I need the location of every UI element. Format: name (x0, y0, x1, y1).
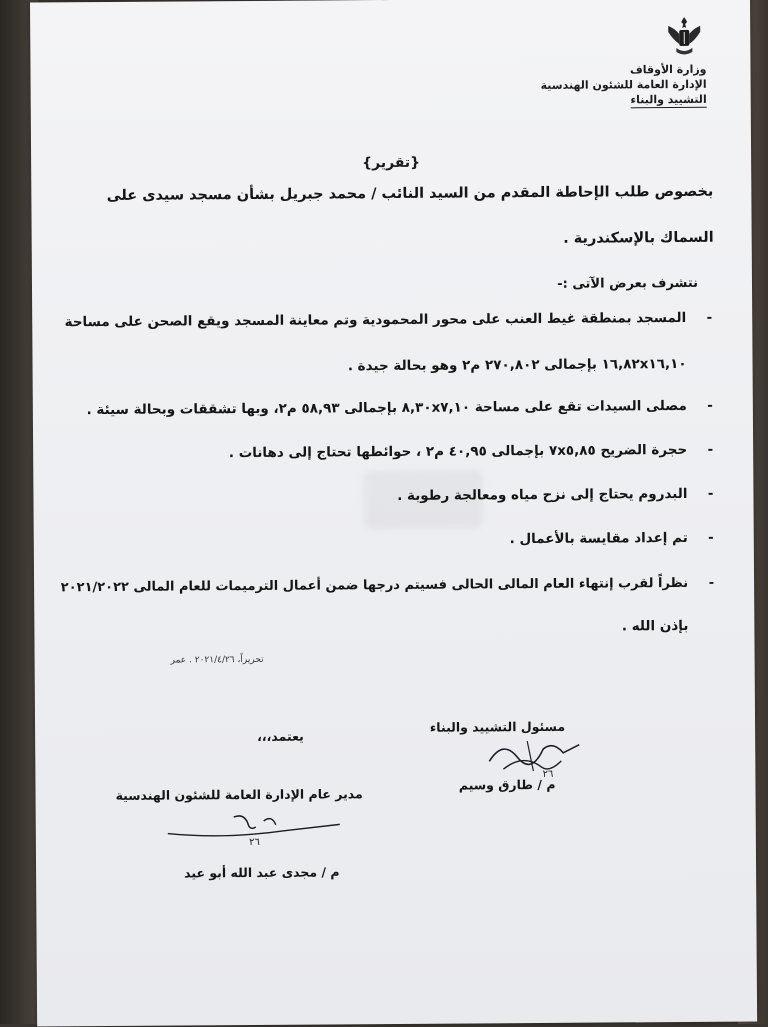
right-signer-title: مسئول التشييد والبناء (430, 719, 565, 735)
list-item (229, 442, 713, 461)
list-item-text: مصلى السيدات تقع على مساحة ٨,٣٠x٧,١٠ بإجمالى ٥٨,٩٣ م٢، وبها تشققات وبحالة سيئة . (86, 398, 686, 418)
right-signer-name: م / طارق وسيم (459, 777, 556, 793)
list-dash: - (687, 442, 713, 458)
list-dash: - (687, 486, 713, 502)
left-signer-name: م / مجدى عبد الله أبو عيد (184, 864, 340, 880)
approval-label: يعتمد،،، (257, 729, 304, 744)
list-dash: - (688, 530, 714, 546)
administration-name: الإدارة العامة للشئون الهندسية (541, 77, 707, 93)
left-signature-icon (164, 808, 344, 849)
eagle-emblem-icon (664, 14, 704, 58)
report-title: {تقرير} (31, 152, 751, 173)
right-signature-icon (483, 731, 593, 782)
subject-line-continued: السماك بالإسكندرية . (563, 230, 714, 247)
svg-text:٢٦: ٢٦ (249, 837, 260, 848)
report-date: تحريراً، ٢٠٢١/٤/٢٦ . عمر (171, 655, 264, 666)
list-dash: - (686, 310, 712, 326)
list-item (86, 398, 712, 418)
list-dash: - (688, 576, 714, 591)
list-item-text: البدروم يحتاج إلى نزح مياه ومعالجة رطوبة . (397, 486, 687, 504)
list-item-continued: ١٦,٨٢x١٦,١٠ بإجمالى ٢٧٠,٨٠٢ م٢ وهو بحالة جيدة . (348, 356, 687, 374)
list-item (65, 310, 713, 331)
svg-text:٢٦: ٢٦ (543, 769, 554, 780)
list-item-text: المسجد بمنطقة غيط العنب على محور المحمودية وتم معاينة المسجد ويقع الصحن على مساحة (65, 310, 687, 330)
list-item-text: تم إعداد مقايسة بالأعمال . (510, 530, 688, 547)
subject-line: بخصوص طلب الإحاطة المقدم من السيد النائب / محمد جبريل بشأن مسجد سيدى على (107, 184, 714, 204)
list-item-text: نظراً لقرب إنتهاء العام المالى الحالى فسيتم درجها ضمن أعمال الترميمات للعام المالى ٢٠٢١/٢٠٢٢ (61, 576, 688, 595)
letterhead (540, 62, 706, 109)
list-item-text: حجرة الضريح ٧x٥,٨٥ بإجمالى ٤٠,٩٥ م٢ ، حوائطها تحتاج إلى دهانات . (229, 442, 687, 461)
list-item (397, 486, 713, 504)
left-signer-title: مدير عام الإدارة العامة للشئون الهندسية (115, 786, 362, 803)
document-sheet (30, 0, 757, 1026)
list-item (61, 576, 714, 596)
department-name: التشييد والبناء (630, 92, 706, 109)
list-item-continued: بإذن الله . (622, 618, 689, 634)
ministry-name: وزارة الأوقاف (540, 62, 706, 78)
intro-text: نتشرف بعرض الآتى :- (557, 276, 698, 292)
list-dash: - (687, 398, 713, 414)
list-item (510, 530, 714, 547)
